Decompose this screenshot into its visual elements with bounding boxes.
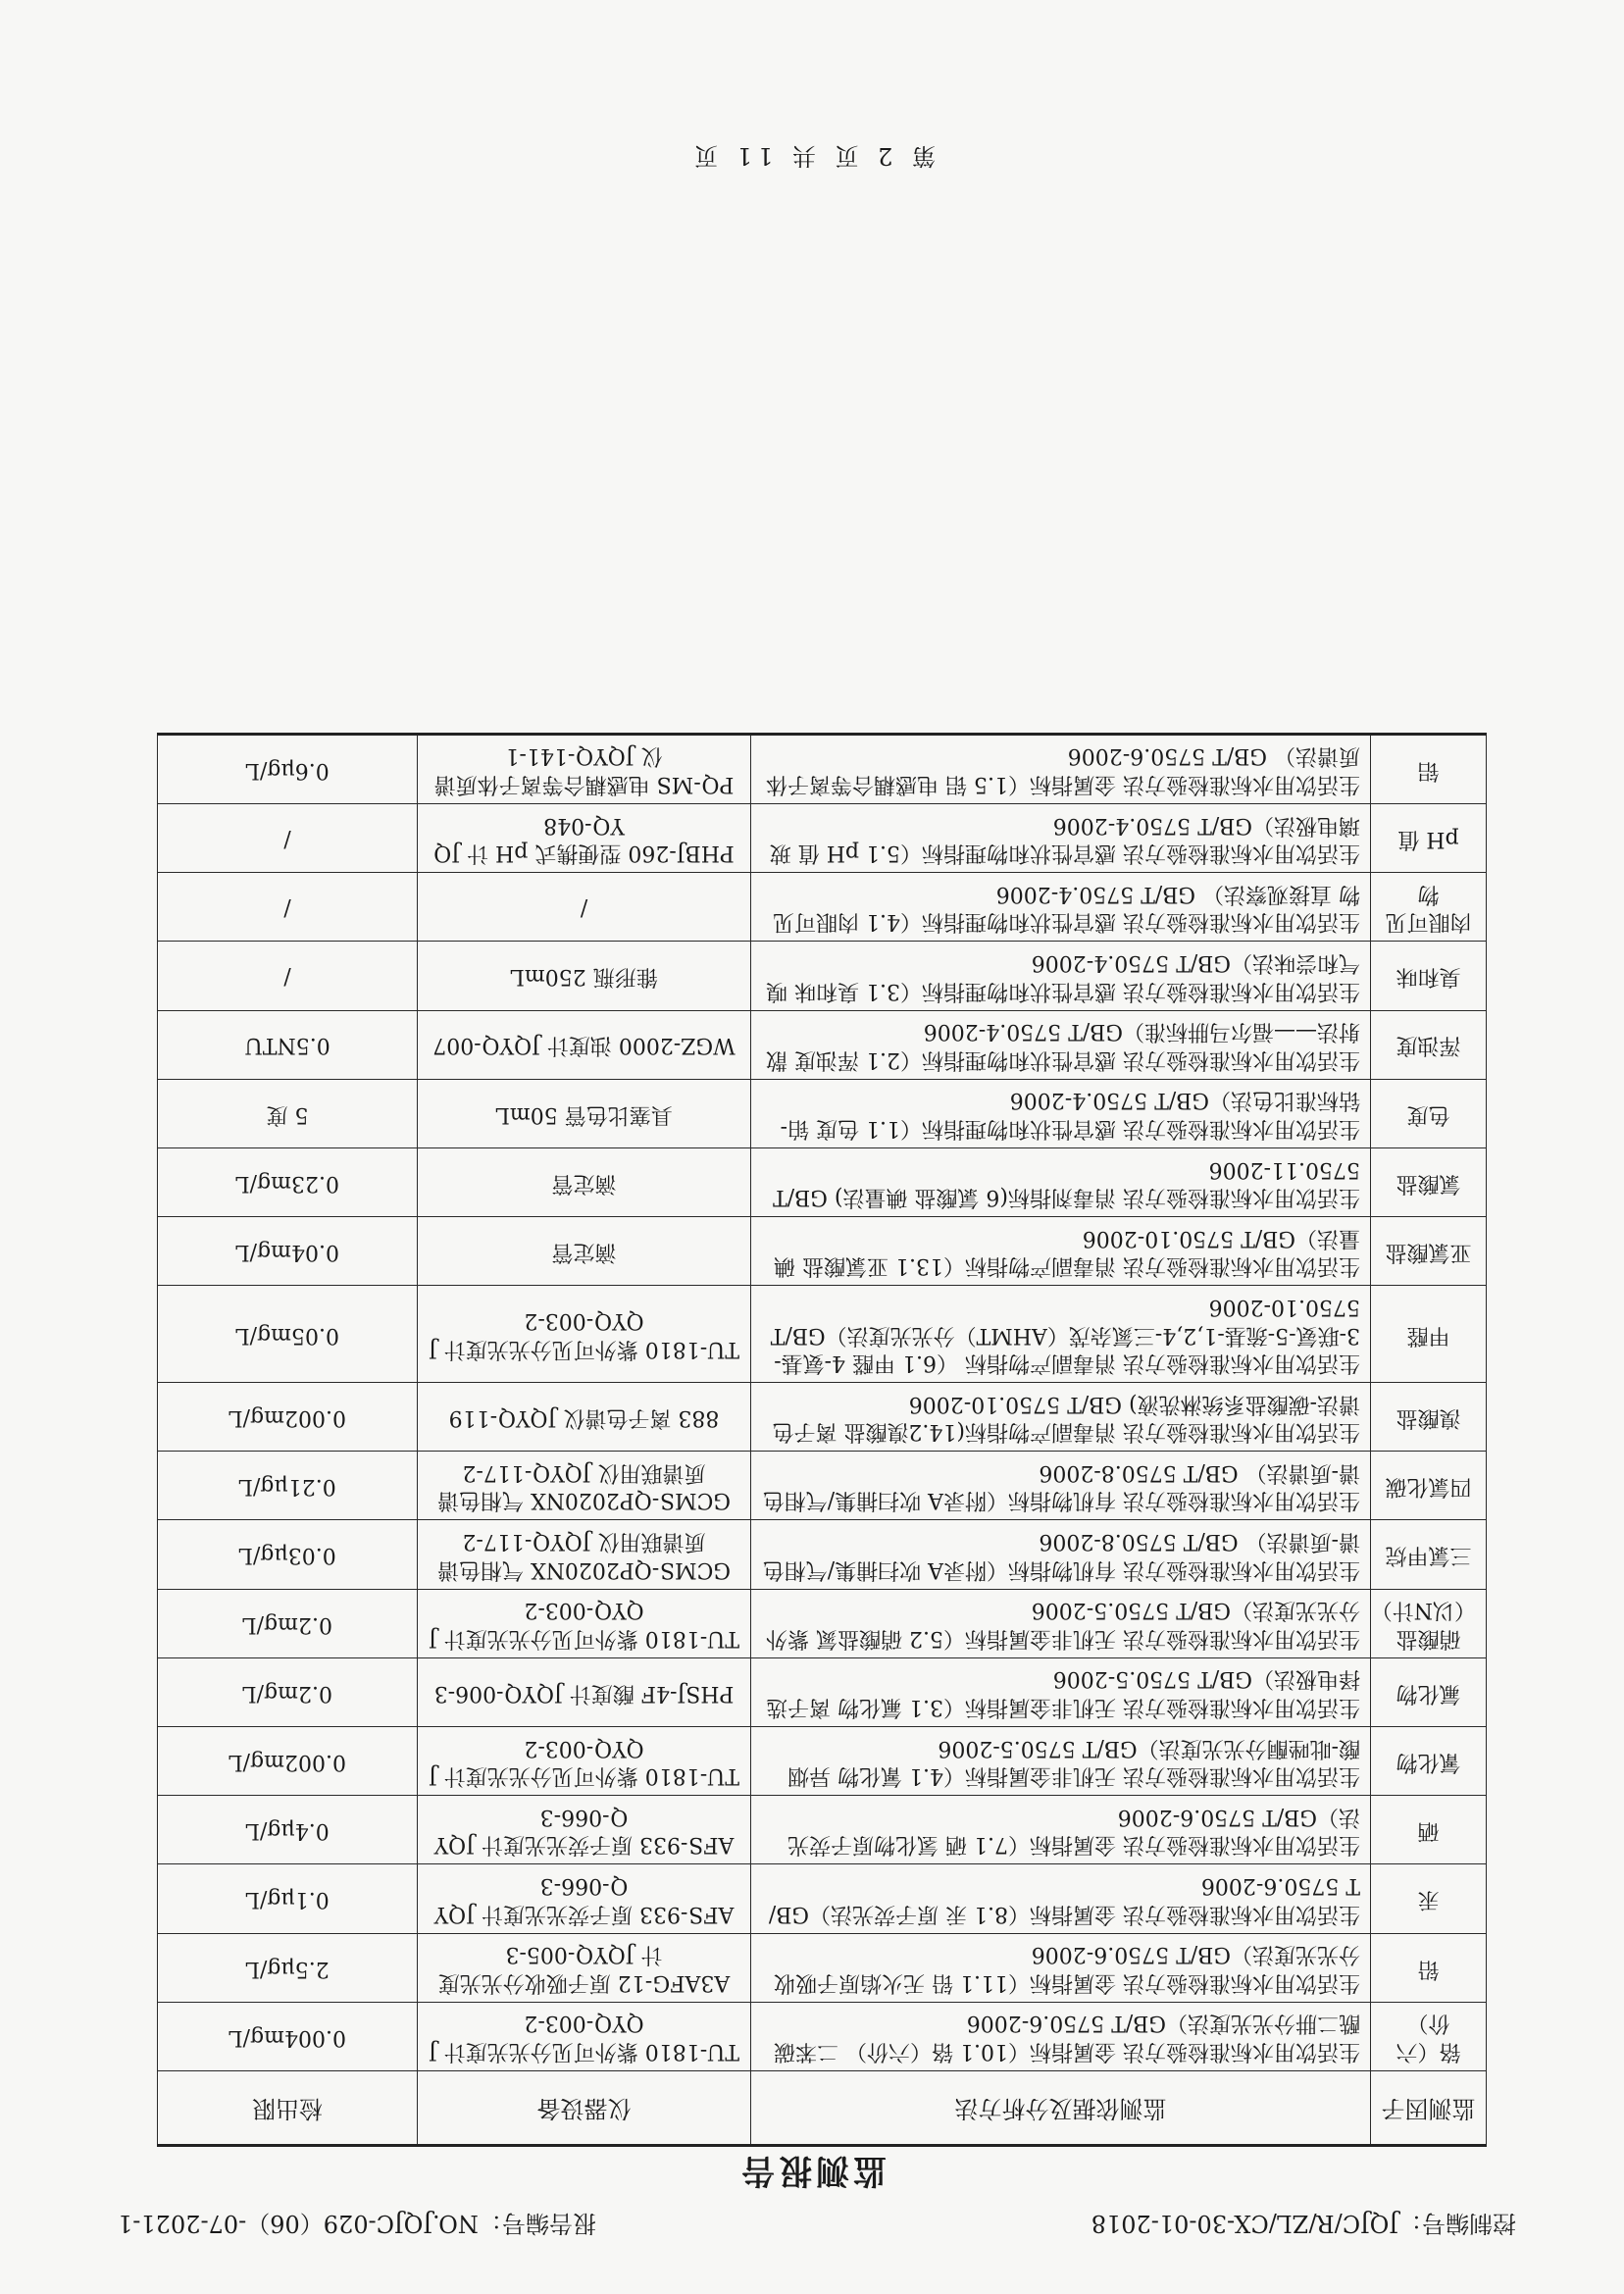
page-title: 监测报告 (737, 2151, 887, 2190)
cell-limit: 0.05mg/L (158, 1286, 418, 1383)
cell-instrument: GCMS-QP2020NX 气相色谱质谱联用仪 JQYQ-117-2 (418, 1452, 751, 1520)
table-row (158, 1933, 1487, 2002)
cell-method: 生活饮用水标准检验方法 金属指标（7.1 硒 氢化物原子荧光法）GB/T 5750.6-2006 (751, 1796, 1371, 1864)
cell-method: 生活饮用水标准检验方法 消毒剂指标(6 氯酸盐 碘量法) GB/T 5750.11-2006 (751, 1147, 1371, 1216)
cell-limit: 5 度 (158, 1079, 418, 1147)
cell-limit: 0.23mg/L (158, 1147, 418, 1216)
cell-limit: 0.2mg/L (158, 1657, 418, 1726)
cell-factor: 铝 (1371, 734, 1487, 803)
cell-method: 生活饮用水标准检验方法 金属指标（1.5 铝 电感耦合等离子体质谱法） GB/T 5750.6-2006 (751, 734, 1371, 803)
cell-instrument: 滴定管 (418, 1147, 751, 1216)
cell-limit: / (158, 942, 418, 1010)
cell-factor: 浑浊度 (1371, 1010, 1487, 1079)
cell-limit: 0.6μg/L (158, 734, 418, 803)
cell-factor: 硒 (1371, 1796, 1487, 1864)
cell-instrument: 具塞比色管 50mL (418, 1079, 751, 1147)
cell-instrument: 锥形瓶 250mL (418, 942, 751, 1010)
cell-factor: 肉眼可见物 (1371, 873, 1487, 942)
page-number: 第 2 页 共 11 页 (688, 142, 936, 170)
table-body (158, 734, 1487, 2070)
table-row (158, 1452, 1487, 1520)
control-number: 控制编号：JQJC/R/ZL/CX-30-01-2018 (1091, 2210, 1516, 2237)
table-row (158, 1383, 1487, 1452)
cell-limit: 0.002mg/L (158, 1727, 418, 1796)
cell-limit: 0.004mg/L (158, 2002, 418, 2070)
cell-factor: 色度 (1371, 1079, 1487, 1147)
cell-method: 生活饮用水标准检验方法 感官性状和物理指标（3.1 臭和味 嗅气和尝味法）GB/T 5750.4-2006 (751, 942, 1371, 1010)
column-header-limit: 检出限 (158, 2071, 418, 2146)
cell-instrument: 滴定管 (418, 1217, 751, 1286)
cell-limit: 0.5NTU (158, 1010, 418, 1079)
table-row (158, 1589, 1487, 1657)
table-row (158, 1727, 1487, 1796)
table-row (158, 2002, 1487, 2070)
table-header-row (158, 2071, 1487, 2146)
cell-limit: 0.03μg/L (158, 1520, 418, 1589)
table-row (158, 1147, 1487, 1216)
cell-method: 生活饮用水标准检验方法 感官性状和物理指标（5.1 pH 值 玻璃电极法）GB/T 5750.4-2006 (751, 804, 1371, 873)
table-row (158, 734, 1487, 803)
monitoring-table (157, 733, 1487, 2147)
cell-limit: / (158, 804, 418, 873)
cell-instrument: TU-1810 紫外可见分光光度计 JQYQ-003-2 (418, 2002, 751, 2070)
cell-method: 生活饮用水标准检验方法 金属指标（8.1 汞 原子荧光法）GB/T 5750.6-2006 (751, 1864, 1371, 1933)
column-header-factor: 监测因子 (1371, 2071, 1487, 2146)
cell-instrument: PHSJ-4F 酸度计 JQYQ-006-3 (418, 1657, 751, 1726)
cell-instrument: AFS-933 原子荧光光度计 JQYQ-066-3 (418, 1796, 751, 1864)
cell-method: 生活饮用水标准检验方法 感官性状和物理指标（4.1 肉眼可见物 直接观察法） GB/T 5750.4-2006 (751, 873, 1371, 942)
cell-instrument: PHBJ-260 型便携式 pH 计 JQYQ-048 (418, 804, 751, 873)
header-line (118, 2209, 1516, 2243)
table-row (158, 1079, 1487, 1147)
cell-method: 生活饮用水标准检验方法 消毒副产物指标（13.1 亚氯酸盐 碘量法）GB/T 5750.10-2006 (751, 1217, 1371, 1286)
cell-limit: 2.5μg/L (158, 1933, 418, 2002)
cell-factor: pH 值 (1371, 804, 1487, 873)
cell-factor: 溴酸盐 (1371, 1383, 1487, 1452)
cell-method: 生活饮用水标准检验方法 有机物指标（附录A 吹扫捕集/气相色谱-质谱法） GB/T 5750.8-2006 (751, 1520, 1371, 1589)
table-row (158, 1657, 1487, 1726)
table-row (158, 1796, 1487, 1864)
cell-factor: 四氯化碳 (1371, 1452, 1487, 1520)
table-row (158, 1286, 1487, 1383)
cell-limit: 0.4μg/L (158, 1796, 418, 1864)
cell-instrument: TU-1810 紫外可见分光光度计 JQYQ-003-2 (418, 1727, 751, 1796)
cell-limit: 0.04mg/L (158, 1217, 418, 1286)
cell-limit: 0.2mg/L (158, 1589, 418, 1657)
cell-limit: 0.21μg/L (158, 1452, 418, 1520)
cell-method: 生活饮用水标准检验方法 无机非金属指标（3.1 氟化物 离子选择电极法）GB/T 5750.5-2006 (751, 1657, 1371, 1726)
cell-factor: 铬（六价） (1371, 2002, 1487, 2070)
cell-factor: 氟化物 (1371, 1657, 1487, 1726)
cell-instrument: AFS-933 原子荧光光度计 JQYQ-066-3 (418, 1864, 751, 1933)
cell-instrument: TU-1810 紫外可见分光光度计 JQYQ-003-2 (418, 1286, 751, 1383)
cell-instrument: PQ-MS 电感耦合等离子体质谱仪 JQYQ-141-1 (418, 734, 751, 803)
cell-instrument: / (418, 873, 751, 942)
cell-instrument: A3AFG-12 原子吸收分光光度计 JQYQ-005-3 (418, 1933, 751, 2002)
cell-factor: 臭和味 (1371, 942, 1487, 1010)
cell-instrument: WGZ-2000 浊度计 JQYQ-007 (418, 1010, 751, 1079)
table-row (158, 942, 1487, 1010)
cell-method: 生活饮用水标准检验方法 消毒副产物指标(14.2溴酸盐 离子色谱法-碳酸盐系统淋洗液) GB/T 5750.10-2006 (751, 1383, 1371, 1452)
report-number: 报告编号：NO.JQJC-029（06）-07-2021-1 (118, 2210, 596, 2237)
cell-method: 生活饮用水标准检验方法 感官性状和物理指标（1.1 色度 铂-钴标准比色法）GB/T 5750.4-2006 (751, 1079, 1371, 1147)
cell-method: 生活饮用水标准检验方法 无机非金属指标（5.2 硝酸盐氮 紫外分光光度法）GB/T 5750.5-2006 (751, 1589, 1371, 1657)
cell-factor: 亚氯酸盐 (1371, 1217, 1487, 1286)
cell-limit: / (158, 873, 418, 942)
cell-factor: 三氯甲烷 (1371, 1520, 1487, 1589)
column-header-instrument: 仪器设备 (418, 2071, 751, 2146)
cell-factor: 甲醛 (1371, 1286, 1487, 1383)
cell-factor: 氯酸盐 (1371, 1147, 1487, 1216)
table-row (158, 1520, 1487, 1589)
cell-instrument: GCMS-QP2020NX 气相色谱质谱联用仪 JQYQ-117-2 (418, 1520, 751, 1589)
cell-instrument: 883 离子色谱仪 JQYQ-119 (418, 1383, 751, 1452)
cell-factor: 汞 (1371, 1864, 1487, 1933)
cell-instrument: TU-1810 紫外可见分光光度计 JQYQ-003-2 (418, 1589, 751, 1657)
cell-limit: 0.002mg/L (158, 1383, 418, 1452)
table-row (158, 1217, 1487, 1286)
cell-factor: 硝酸盐（以N计） (1371, 1589, 1487, 1657)
cell-factor: 氰化物 (1371, 1727, 1487, 1796)
table-row (158, 873, 1487, 942)
cell-method: 生活饮用水标准检验方法 感官性状和物理指标（2.1 浑浊度 散射法——福尔马肼标准）GB/T 5750.4-2006 (751, 1010, 1371, 1079)
table-row (158, 1010, 1487, 1079)
cell-limit: 0.1μg/L (158, 1864, 418, 1933)
cell-method: 生活饮用水标准检验方法 消毒副产物指标 （6.1 甲醛 4-氨基-3-联氨-5-巯基-1,2,4-三氮杂茂（AHMT）分光光度法）GB/T 5750.10-2006 (751, 1286, 1371, 1383)
cell-method: 生活饮用水标准检验方法 金属指标（10.1 铬（六价） 二苯碳酰二肼分光光度法）GB/T 5750.6-2006 (751, 2002, 1371, 2070)
table-row (158, 804, 1487, 873)
table-row (158, 1864, 1487, 1933)
cell-method: 生活饮用水标准检验方法 无机非金属指标（4.1 氰化物 异烟酸-吡唑酮分光光度法）GB/T 5750.5-2006 (751, 1727, 1371, 1796)
cell-method: 生活饮用水标准检验方法 金属指标（11.1 铅 无火焰原子吸收分光光度法）GB/T 5750.6-2006 (751, 1933, 1371, 2002)
cell-factor: 铅 (1371, 1933, 1487, 2002)
cell-method: 生活饮用水标准检验方法 有机物指标（附录A 吹扫捕集/气相色谱-质谱法） GB/T 5750.8-2006 (751, 1452, 1371, 1520)
column-header-method: 监测依据及分析方法 (751, 2071, 1371, 2146)
